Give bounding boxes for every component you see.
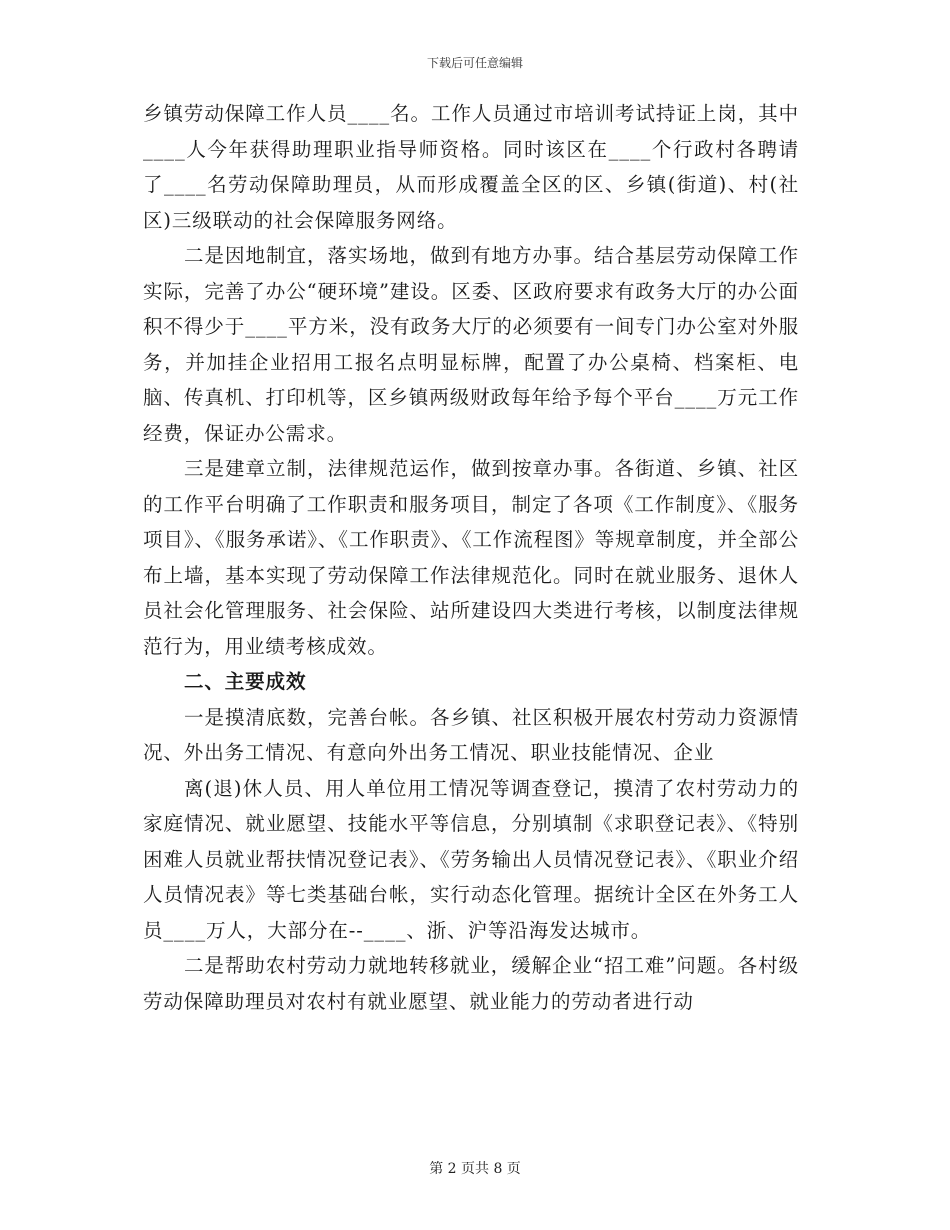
paragraph-staffing: 乡镇劳动保障工作人员____名。工作人员通过市培训考试持证上岗，其中____人今年获得助理职业指导师资格。同时该区在____个行政村各聘请了____名劳动保障助理员，从而形成覆盖全区的区、乡镇(街道)、村(社区)三级联动的社会保障服务网络。 bbox=[143, 102, 799, 232]
page-header: 下载后可任意编辑 bbox=[426, 56, 523, 70]
page-footer: 第 2 页共 8 页 bbox=[429, 1161, 521, 1177]
paragraph-regulations: 三是建章立制，法律规范运作，做到按章办事。各街道、乡镇、社区的工作平台明确了工作职责和服务项目，制定了各项《工作制度》、《服务项目》、《服务承诺》、《工作职责》、《工作流程图》等规章制度，并全部公布上墙，基本实现了劳动保障工作法律规范化。同时在就业服务、退休人员社会化管理服务、社会保险、站所建设四大类进行考核，以制度法律规范行为，用业绩考核成效。 bbox=[143, 457, 799, 658]
paragraph-local-employment: 二是帮助农村劳动力就地转移就业，缓解企业“招工难”问题。各村级劳动保障助理员对农村有就业愿望、就业能力的劳动者进行动 bbox=[143, 954, 799, 1013]
paragraph-venue: 二是因地制宜，落实场地，做到有地方办事。结合基层劳动保障工作实际，完善了办公“硬环境”建设。区委、区政府要求有政务大厅的办公面积不得少于____平方米，没有政务大厅的必须要有一间专门办公室对外服务，并加挂企业招用工报名点明显标牌，配置了办公桌椅、档案柜、电脑、传真机、打印机等，区乡镇两级财政每年给予每个平台____万元工作经费，保证办公需求。 bbox=[143, 244, 799, 445]
section-heading-main-results: 二、主要成效 bbox=[183, 670, 307, 693]
paragraph-survey: 一是摸清底数，完善台帐。各乡镇、社区积极开展农村劳动力资源情况、外出务工情况、有意向外出务工情况、职业技能情况、企业 bbox=[143, 705, 799, 764]
document-body bbox=[143, 96, 799, 1019]
paragraph-survey-continued: 离(退)休人员、用人单位用工情况等调查登记，摸清了农村劳动力的家庭情况、就业愿望、技能水平等信息，分别填制《求职登记表》、《特别困难人员就业帮扶情况登记表》、《劳务输出人员情况登记表》、《职业介绍人员情况表》等七类基础台帐，实行动态化管理。据统计全区在外务工人员____万人，大部分在--____、浙、沪等沿海发达城市。 bbox=[143, 776, 799, 942]
